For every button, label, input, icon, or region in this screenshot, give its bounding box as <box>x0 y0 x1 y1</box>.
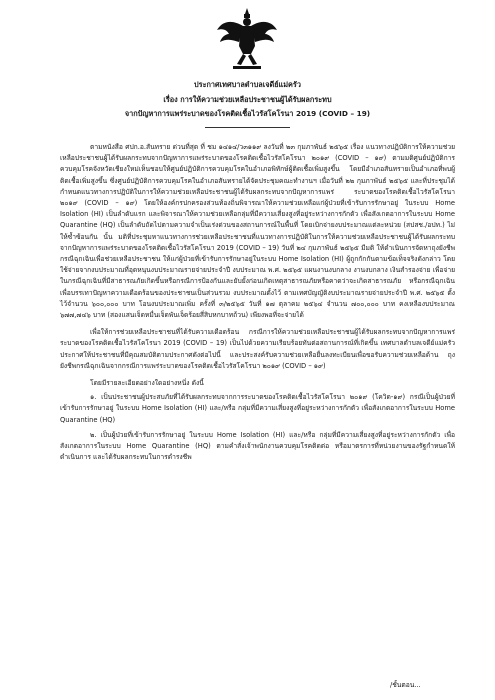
continuation-marker: /ชั้นตอน... <box>390 681 421 689</box>
title-divider <box>205 127 290 128</box>
criteria-item-1: ๑. เป็นประชาชนผู้ประสบภัยที่ได้รับผลกระทบจากการระบาดของโรคติดเชื้อไวรัสโคโรนา ๒๐๑๙ (โควิด-๑๙) กรณีเป็นผู้ป่วยที่เข้ารับการรักษาอยู่ ในระบบ Home Isolation (HI) และ/หรือ กลุ่มที่มีความเสี่ยงสูงที่อยู่ระหว่างการกักตัว เพื่อสังเกตอาการในระบบ Home Quarantine (HQ) <box>60 393 455 424</box>
document-subject: เรื่อง การให้ความช่วยเหลือประชาชนผู้ได้รับผลกระทบ <box>163 95 332 104</box>
paragraph-background: ตามหนังสือ ศปก.อ.สันทราย ด่วนที่สุด ที่ ชม ๑๔๑๔/ว๓๑๑๙ ลงวันที่ ๒๓ กุมภาพันธ์ ๒๕๖๕ เรื่อง แนวทางปฏิบัติการให้ความช่วยเหลือประชาชนผู้ได้รับผลกระทบจากปัญหาการแพร่ระบาดของโรคติดเชื้อไวรัสโคโรนา ๒๐๑๙ (COVID – ๑๙) ตามมติศูนย์ปฏิบัติการควบคุมโรคจังหวัดเชียงใหม่เห็นชอบให้ศูนย์ปฏิบัติการควบคุมโรคในอำเภอพิทักษ์ผู้ติดเชื้อเพิ่มสูงขึ้น โดยมีอำเภอสันทรายเป็นอำเภอที่พบผู้ติดเชื้อเพิ่มสูงขึ้น ซึ่งศูนย์ปฏิบัติการควบคุมโรคในอำเภอสันทรายได้จัดประชุมคณะทำงานฯ เมื่อวันที่ ๒๒ กุมภาพันธ์ ๒๕๖๕ และที่ประชุมได้กำหนดแนวทางการปฏิบัติในการให้ความช่วยเหลือประชาชนผู้ได้รับผลกระทบจากปัญหาการแพร่ ระบาดของโรคติดเชื้อไวรัสโคโรนา ๒๐๑๙ (COVID – ๑๙) โดยให้องค์กรปกครองส่วนท้องถิ่นพิจารณาให้ความช่วยเหลือแก่ผู้ป่วยที่เข้ารับการรักษาอยู่ ในระบบ Home Isolation (HI) เป็นลำดับแรก และพิจารณาให้ความช่วยเหลือกลุ่มที่มีความเสี่ยงสูงที่อยู่ระหว่างการกักตัว เพื่อสังเกตอาการในระบบ Home Quarantine (HQ) เป็นลำดับถัดไปตามความจำเป็นเร่งด่วนของสถานการณ์ในพื้นที่ โดยเบิกจ่ายงบประมาณแต่ละหน่วย (สปสช./อปท.) ไม่ให้ซ้ำซ้อนกัน นั้น มติที่ประชุมหาแนวทางการช่วยเหลือประชาชนที่แนวทางการปฏิบัติในการให้ความช่วยเหลือประชาชนผู้ได้รับผลกระทบจากปัญหาการแพร่ระบาดของโรคติดเชื้อไวรัสโคโรนา 2019 (COVID – 19) วันที่ ๒๔ กุมภาพันธ์ ๒๕๖๕ มีมติ ให้ดำเนินการจัดหาถุงยังชีพกรณีฉุกเฉินเพื่อช่วยเหลือประชาชน ให้แก่ผู้ป่วยที่เข้ารับการรักษาอยู่ในระบบ Home Isolation (HI) ผู้ถูกกักกันตามข้อเท็จจริงดังกล่าว โดยใช้จ่ายจากงบประมาณที่อุดหนุนงบประมาณรายจ่ายประจำปี งบประมาณ พ.ศ. ๒๕๖๕ แผนงานงบกลาง งานงบกลาง เงินสำรองจ่าย เพื่อจ่ายในกรณีฉุกเฉินที่มีสาธารณภัยเกิดขึ้นหรือกรณีการป้องกันและยับยั้งก่อนเกิดเหตุสาธารณภัยหรือคาดว่าจะเกิดสาธารณภัย หรือกรณีฉุกเฉินเพื่อบรรเทาปัญหาความเดือดร้อนของประชาชนเป็นส่วนรวม งบประมาณตั้งไว้ ตามเทศบัญญัติงบประมาณรายจ่ายประจำปี พ.ศ. ๒๕๖๕ ตั้งไว้จำนวน ๖๐๐,๐๐๐ บาท โอนงบประมาณเพิ่ม ครั้งที่ ๓/๒๕๖๕ วันที่ ๑๗ ตุลาคม ๒๕๖๔ จำนวน ๗๐๐,๐๐๐ บาท คงเหลืองบประมาณ ๖๗๗,๗๔๖ บาท (สองแสนเจ็ดหมื่นเจ็ดพันเจ็ดร้อยสี่สิบหกบาทถ้วน) เพียงพอที่จะจ่ายได้ <box>60 143 455 320</box>
paragraph-purpose: เพื่อให้การช่วยเหลือประชาชนที่ได้รับความเดือดร้อน กรณีการให้ความช่วยเหลือประชาชนผู้ได้รับผลกระทบจากปัญหาการแพร่ระบาดของโรคติดเชื้อไวรัสโคโรนา 2019 (COVID – 19) เป็นไปด้วยความเรียบร้อยทันต่อสถานการณ์ที่เกิดขึ้น เทศบาลตำบลเจดีย์แม่ครัวประกาศให้ประชาชนที่มีคุณสมบัติตามประกาศดังต่อไปนี้ และประสงค์รับความช่วยเหลือยื่นลงทะเบียนเพื่อขอรับความช่วยเหลือด้าน ถุงยังชีพกรณีฉุกเฉินจากกรณีการแพร่ระบาดของโรคติดเชื้อไวรัสโคโรนา ๒๐๑๙ (COVID – ๑๙) <box>60 328 455 370</box>
document-subject-line2: จากปัญหาการแพร่ระบาดของโรคติดเชื้อไวรัสโคโรนา 2019 (COVID – 19) <box>124 109 371 118</box>
document-body <box>60 142 455 467</box>
garuda-emblem-icon <box>215 6 279 72</box>
criteria-lead: โดยมีรายละเอียดอย่างใดอย่างหนึ่ง ดังนี้ <box>90 379 204 388</box>
document-title: ประกาศเทศบาลตำบลเจดีย์แม่ครัว <box>194 80 301 89</box>
criteria-item-2: ๒. เป็นผู้ป่วยที่เข้ารับการรักษาอยู่ ในระบบ Home Isolation (HI) และ/หรือ กลุ่มที่มีความเสี่ยงสูงที่อยู่ระหว่างการกักตัว เพื่อสังเกตอาการในระบบ Home Quarantine (HQ) ตามคำสั่งเจ้าพนักงานควบคุมโรคติดต่อ หรือมาตรการที่หน่วยงานของรัฐกำหนดให้ดำเนินการ และได้รับผลกระทบในการดำรงชีพ <box>60 430 455 462</box>
